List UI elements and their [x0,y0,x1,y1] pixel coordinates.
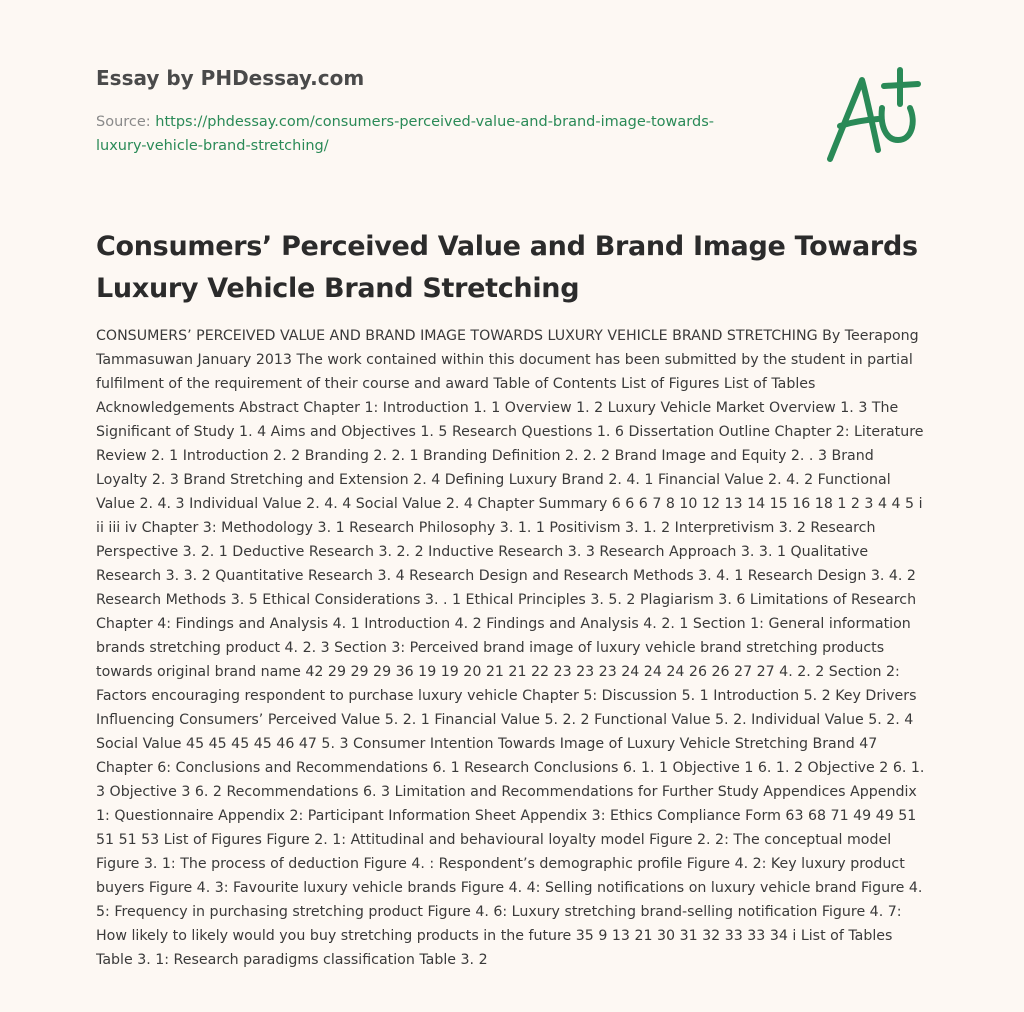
a-plus-grade-icon [820,64,930,164]
a-plus-logo-svg [820,64,930,164]
source-link[interactable]: https://phdessay.com/consumers-perceived-value-and-brand-image-towards-luxury-vehicle-brand-stretching/ [96,114,714,154]
article-title: Consumers’ Perceived Value and Brand Image Towards Luxury Vehicle Brand Stretching [96,231,918,304]
source-label: Source: [96,114,156,130]
article-body: CONSUMERS’ PERCEIVED VALUE AND BRAND IMAGE TOWARDS LUXURY VEHICLE BRAND STRETCHING By Teerapong Tammasuwan January 2013 The work contained within this document has been submitted by the student in partial fulfilment of the requirement of their course and award Table of Contents List of Figures List of Tables Acknowledgements Abstract Chapter 1: Introduction 1. 1 Overview 1. 2 Luxury Vehicle Market Overview 1. 3 The Significant of Study 1. 4 Aims and Objectives 1. 5 Research Questions 1. 6 Dissertation Outline Chapter 2: Literature Review 2. 1 Introduction 2. 2 Branding 2. 2. 1 Branding Definition 2. 2. 2 Brand Image and Equity 2. . 3 Brand Loyalty 2. 3 Brand Stretching and Extension 2. 4 Defining Luxury Brand 2. 4. 1 Financial Value 2. 4. 2 Functional Value 2. 4. 3 Individual Value 2. 4. 4 Social Value 2. 4 Chapter Summary 6 6 6 7 8 10 12 13 14 15 16 18 1 2 3 4 4 5 i ii iii iv Chapter 3: Methodology 3. 1 Research Philosophy 3. 1. 1 Positivism 3. 1. 2 Interpretivism 3. 2 Research Perspective 3. 2. 1 Deductive Research 3. 2. 2 Inductive Research 3. 3 Research Approach 3. 3. 1 Qualitative Research 3. 3. 2 Quantitative Research 3. 4 Research Design and Research Methods 3. 4. 1 Research Design 3. 4. 2 Research Methods 3. 5 Ethical Considerations 3. . 1 Ethical Principles 3. 5. 2 Plagiarism 3. 6 Limitations of Research Chapter 4: Findings and Analysis 4. 1 Introduction 4. 2 Findings and Analysis 4. 2. 1 Section 1: General information brands stretching product 4. 2. 3 Section 3: Perceived brand image of luxury vehicle brand stretching products towards original brand name 42 29 29 29 36 19 19 20 21 21 22 23 23 23 24 24 24 26 26 27 27 4. 2. 2 Section 2: Factors encouraging respondent to purchase luxury vehicle Chapter 5: Discussion 5. 1 Introduction 5. 2 Key Drivers Influencing Consumers’ Perceived Value 5. 2. 1 Financial Value 5. 2. 2 Functional Value 5. 2. Individual Value 5. 2. 4 Social Value 45 45 45 45 46 47 5. 3 Consumer Intention Towards Image of Luxury Vehicle Stretching Brand 47 Chapter 6: Conclusions and Recommendations 6. 1 Research Conclusions 6. 1. 1 Objective 1 6. 1. 2 Objective 2 6. 1. 3 Objective 3 6. 2 Recommendations 6. 3 Limitation and Recommendations for Further Study Appendices Appendix 1: Questionnaire Appendix 2: Participant Information Sheet Appendix 3: Ethics Compliance Form 63 68 71 49 49 51 51 51 53 List of Figures Figure 2. 1: Attitudinal and behavioural loyalty model Figure 2. 2: The conceptual model Figure 3. 1: The process of deduction Figure 4. : Respondent’s demographic profile Figure 4. 2: Key luxury product buyers Figure 4. 3: Favourite luxury vehicle brands Figure 4. 4: Selling notifications on luxury vehicle brand Figure 4. 5: Frequency in purchasing stretching product Figure 4. 6: Luxury stretching brand-selling notification Figure 4. 7: How likely to likely would you buy stretching products in the future 35 9 13 21 30 31 32 33 33 34 i List of Tables Table 3. 1: Research paradigms classification Table 3. 2 [96,328,925,968]
site-header [96,64,796,158]
site-name: Essay by PHDessay.com [96,66,365,90]
source-line [96,110,756,158]
